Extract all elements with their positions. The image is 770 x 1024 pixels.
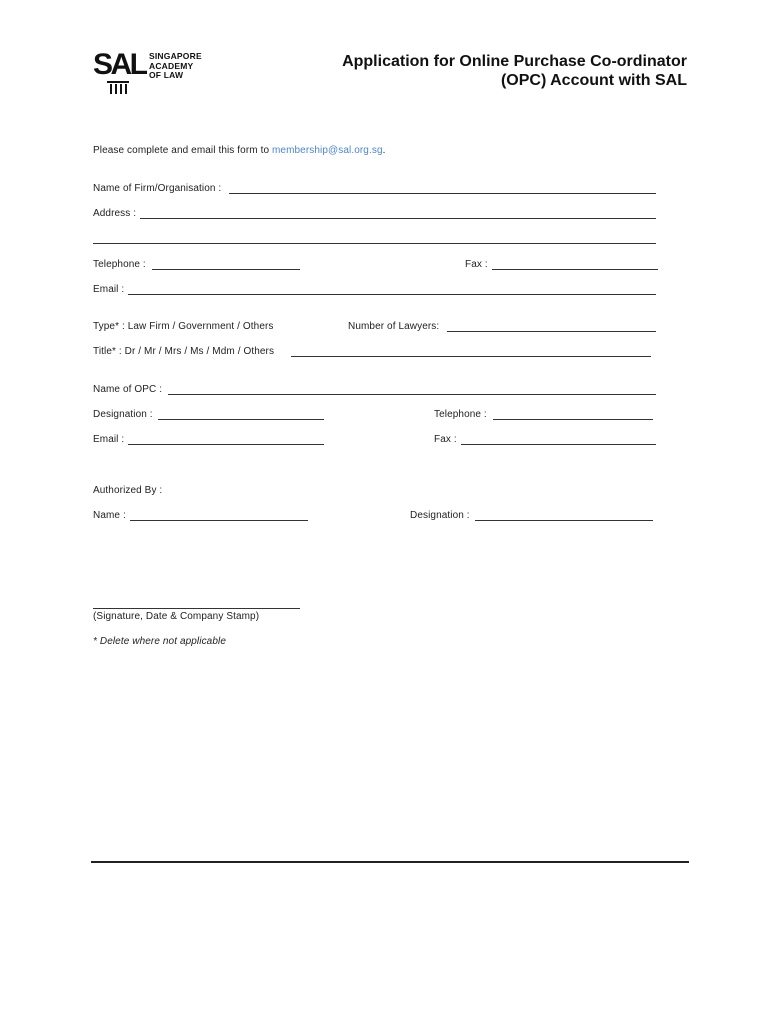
opc-email-label: Email : bbox=[93, 434, 125, 445]
opc-designation-label: Designation : bbox=[93, 409, 153, 420]
firm-name-label: Name of Firm/Organisation : bbox=[93, 183, 222, 194]
opc-telephone-label: Telephone : bbox=[434, 409, 487, 420]
title-options-label: Title* : Dr / Mr / Mrs / Ms / Mdm / Others bbox=[93, 346, 275, 357]
address-field-line-2[interactable] bbox=[93, 243, 656, 244]
membership-email-link[interactable]: membership@sal.org.sg bbox=[271, 145, 383, 156]
authorized-name-field[interactable] bbox=[130, 520, 308, 521]
lawyers-label: Number of Lawyers: bbox=[348, 321, 440, 332]
bottom-divider bbox=[91, 861, 689, 863]
authorized-name-label: Name : bbox=[93, 510, 126, 521]
opc-fax-field[interactable] bbox=[461, 444, 656, 445]
firm-telephone-label: Telephone : bbox=[93, 259, 146, 270]
firm-email-field[interactable] bbox=[128, 294, 656, 295]
type-label: Type* : Law Firm / Government / Others bbox=[93, 321, 274, 332]
intro-prefix: Please complete and email this form to bbox=[93, 145, 272, 156]
firm-fax-label: Fax : bbox=[465, 259, 488, 270]
opc-fax-label: Fax : bbox=[434, 434, 457, 445]
authorized-designation-field[interactable] bbox=[475, 520, 653, 521]
intro-text bbox=[93, 145, 386, 156]
firm-email-label: Email : bbox=[93, 284, 125, 295]
signature-caption: (Signature, Date & Company Stamp) bbox=[93, 611, 260, 622]
opc-email-field[interactable] bbox=[128, 444, 324, 445]
authorized-designation-label: Designation : bbox=[410, 510, 470, 521]
firm-telephone-field[interactable] bbox=[152, 269, 300, 270]
opc-name-label: Name of OPC : bbox=[93, 384, 163, 395]
sal-logo bbox=[93, 48, 146, 100]
logo-name bbox=[149, 52, 202, 81]
lawyers-field[interactable] bbox=[447, 331, 656, 332]
firm-fax-field[interactable] bbox=[492, 269, 658, 270]
opc-telephone-field[interactable] bbox=[493, 419, 653, 420]
address-field-line-1[interactable] bbox=[140, 218, 656, 219]
title-line-1: Application for Online Purchase Co-ordinator bbox=[342, 53, 687, 70]
pillar-icon bbox=[107, 81, 129, 97]
firm-name-field[interactable] bbox=[229, 193, 656, 194]
page-title bbox=[342, 52, 687, 90]
authorized-heading: Authorized By : bbox=[93, 485, 163, 496]
intro-suffix: . bbox=[382, 145, 386, 156]
title-line-2: (OPC) Account with SAL bbox=[500, 72, 687, 89]
title-others-field[interactable] bbox=[291, 356, 651, 357]
address-label: Address : bbox=[93, 208, 137, 219]
delete-note: * Delete where not applicable bbox=[93, 636, 226, 647]
opc-designation-field[interactable] bbox=[158, 419, 324, 420]
opc-name-field[interactable] bbox=[168, 394, 656, 395]
signature-field[interactable] bbox=[93, 608, 300, 609]
logo-line-3: OF LAW bbox=[149, 70, 184, 80]
logo-abbr: SAL bbox=[93, 48, 146, 81]
logo-line-1: SINGAPORE bbox=[149, 51, 202, 61]
logo-line-2: ACADEMY bbox=[149, 60, 194, 71]
